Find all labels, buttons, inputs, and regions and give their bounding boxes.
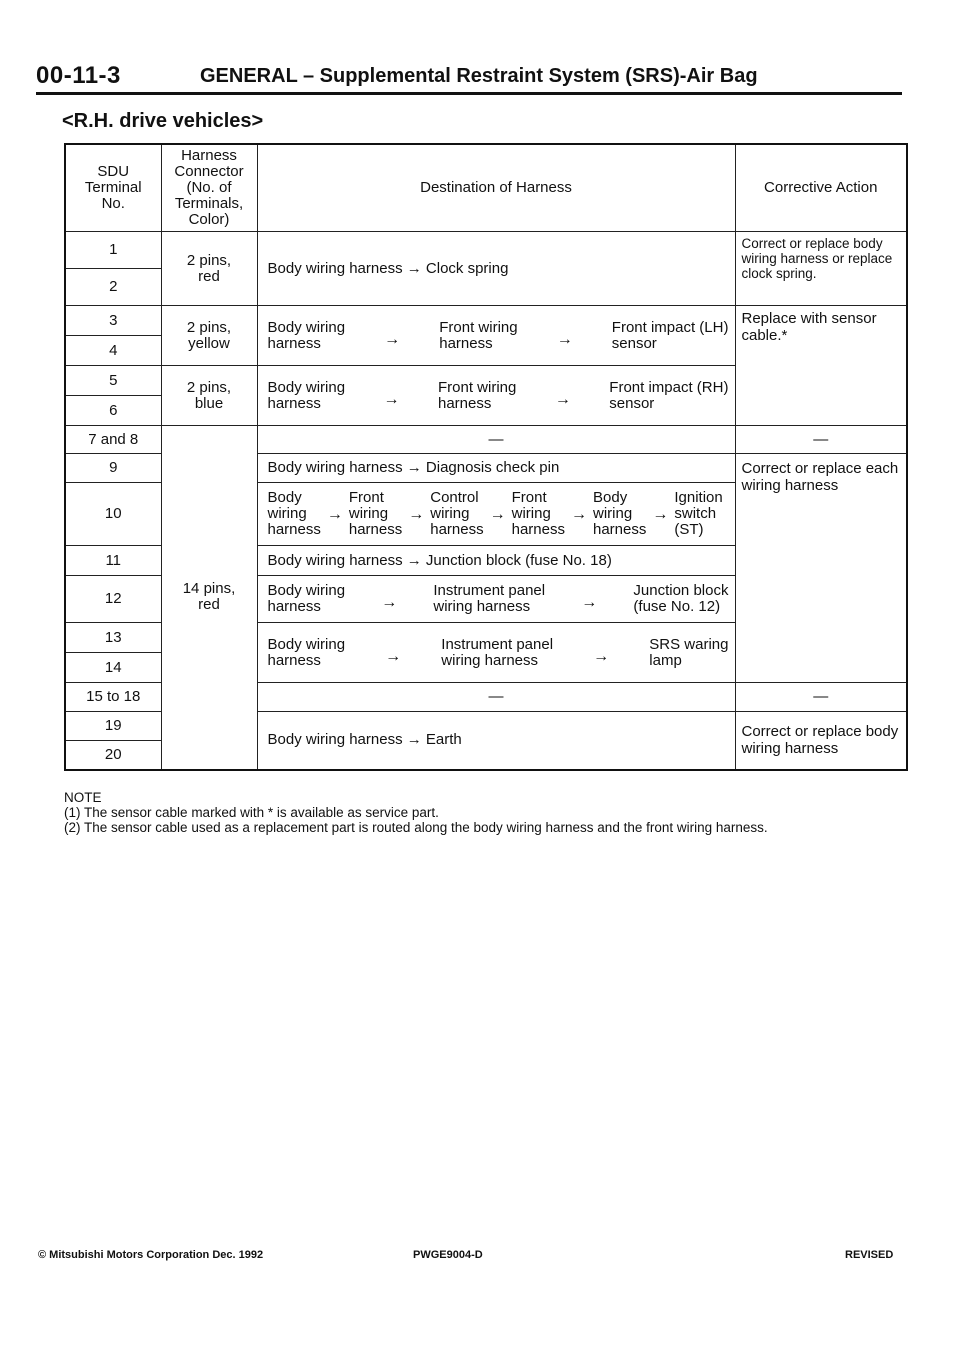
chain-node: Junction block (fuse No. 12): [633, 582, 729, 615]
chain-node: Front wiring harness: [348, 489, 403, 538]
arrow-icon: →: [326, 506, 343, 523]
table-row: [65, 306, 907, 336]
destination-cell: [257, 366, 735, 426]
chain-node: SRS waring lamp: [649, 635, 729, 669]
harness-chain: [268, 637, 729, 669]
terminal-cell: 19: [65, 712, 161, 741]
action-cell: —: [735, 683, 907, 712]
table-row: [65, 426, 907, 454]
destination-cell: [257, 306, 735, 366]
arrow-icon: →: [381, 594, 398, 611]
note-line: (1) The sensor cable marked with * is available as service part.: [64, 805, 439, 820]
harness-chain: [268, 583, 729, 615]
arrow-icon: →: [556, 330, 573, 348]
footer-status: REVISED: [845, 1249, 894, 1261]
terminal-cell: 12: [65, 576, 161, 623]
harness-table: [64, 143, 908, 771]
chain-node: Body wiring harness: [593, 489, 647, 538]
arrow-icon: →: [383, 390, 400, 408]
arrow-icon: →: [408, 506, 425, 523]
connector-cell: 14 pins, red: [161, 426, 257, 770]
terminal-cell: 20: [65, 741, 161, 770]
col-action-header: Corrective Action: [735, 144, 907, 232]
arrow-icon: →: [652, 506, 669, 523]
footer-copyright: © Mitsubishi Motors Corporation Dec. 1992: [38, 1249, 264, 1261]
destination-cell: Body wiring harness → Clock spring: [257, 232, 735, 306]
terminal-cell: 5: [65, 366, 161, 396]
destination-cell: [257, 483, 735, 546]
chain-node: Body wiring harness: [267, 318, 346, 352]
page-header: [36, 62, 902, 95]
terminal-cell: 4: [65, 336, 161, 366]
chain-node: Body wiring harness: [267, 489, 321, 538]
note-block: [64, 790, 768, 835]
harness-chain: [268, 380, 729, 412]
section-subtitle: <R.H. drive vehicles>: [62, 110, 264, 132]
terminal-cell: 7 and 8: [65, 426, 161, 454]
terminal-cell: 13: [65, 623, 161, 653]
arrow-icon: →: [593, 647, 610, 665]
connector-cell: 2 pins, red: [161, 232, 257, 306]
connector-cell: 2 pins, yellow: [161, 306, 257, 366]
action-cell: —: [735, 426, 907, 454]
terminal-cell: 11: [65, 546, 161, 576]
arrow-icon: →: [385, 647, 402, 665]
destination-cell: [257, 623, 735, 683]
note-line: (2) The sensor cable used as a replacement part is routed along the body wiring harness and the front wiring harness.: [64, 820, 768, 835]
action-cell: Replace with sensor cable.*: [735, 306, 907, 426]
destination-cell: Body wiring harness → Junction block (fuse No. 18): [257, 546, 735, 576]
table-row: [65, 232, 907, 269]
terminal-cell: 14: [65, 653, 161, 683]
chain-node: Front impact (LH) sensor: [611, 318, 729, 352]
destination-cell: —: [257, 426, 735, 454]
chain-node: Front impact (RH) sensor: [609, 378, 729, 412]
harness-chain: [268, 320, 729, 352]
destination-cell: [257, 576, 735, 623]
col-connector-header: Harness Connector (No. of Terminals, Color): [161, 144, 257, 232]
chain-node: Ignition switch (ST): [674, 489, 723, 538]
col-terminal-header: SDU Terminal No.: [65, 144, 161, 232]
table-header-row: [65, 144, 907, 232]
arrow-icon: →: [571, 506, 587, 523]
destination-cell: Body wiring harness → Diagnosis check pin: [257, 454, 735, 483]
harness-chain: [268, 490, 729, 538]
chain-node: Body wiring harness: [267, 378, 346, 412]
note-title: NOTE: [64, 790, 102, 805]
chain-node: Body wiring harness: [267, 582, 346, 615]
arrow-icon: →: [384, 330, 401, 348]
action-cell: Correct or replace each wiring harness: [735, 454, 907, 683]
col-destination-header: Destination of Harness: [257, 144, 735, 232]
connector-cell: 2 pins, blue: [161, 366, 257, 426]
arrow-icon: →: [554, 390, 571, 408]
chain-node: Control wiring harness: [430, 489, 484, 538]
chain-node: Front wiring harness: [439, 318, 518, 352]
terminal-cell: 1: [65, 232, 161, 269]
chain-node: Instrument panel wiring harness: [433, 582, 546, 615]
terminal-cell: 9: [65, 454, 161, 483]
action-cell: Correct or replace body wiring harness: [735, 712, 907, 770]
section-code: 00-11-3: [36, 62, 121, 89]
terminal-cell: 10: [65, 483, 161, 546]
chain-node: Body wiring harness: [267, 635, 346, 669]
destination-cell: Body wiring harness → Earth: [257, 712, 735, 770]
terminal-cell: 2: [65, 269, 161, 306]
arrow-icon: →: [489, 506, 506, 523]
destination-cell: —: [257, 683, 735, 712]
chain-node: Instrument panel wiring harness: [441, 635, 554, 669]
terminal-cell: 15 to 18: [65, 683, 161, 712]
chain-node: Front wiring harness: [511, 489, 565, 538]
terminal-cell: 6: [65, 396, 161, 426]
footer-doc-code: PWGE9004-D: [413, 1249, 483, 1261]
chain-node: Front wiring harness: [437, 378, 517, 412]
terminal-cell: 3: [65, 306, 161, 336]
page-title: GENERAL – Supplemental Restraint System (SRS)-Air Bag: [200, 65, 758, 87]
arrow-icon: →: [581, 594, 598, 611]
action-cell: Correct or replace body wiring harness or replace clock spring.: [735, 232, 907, 306]
